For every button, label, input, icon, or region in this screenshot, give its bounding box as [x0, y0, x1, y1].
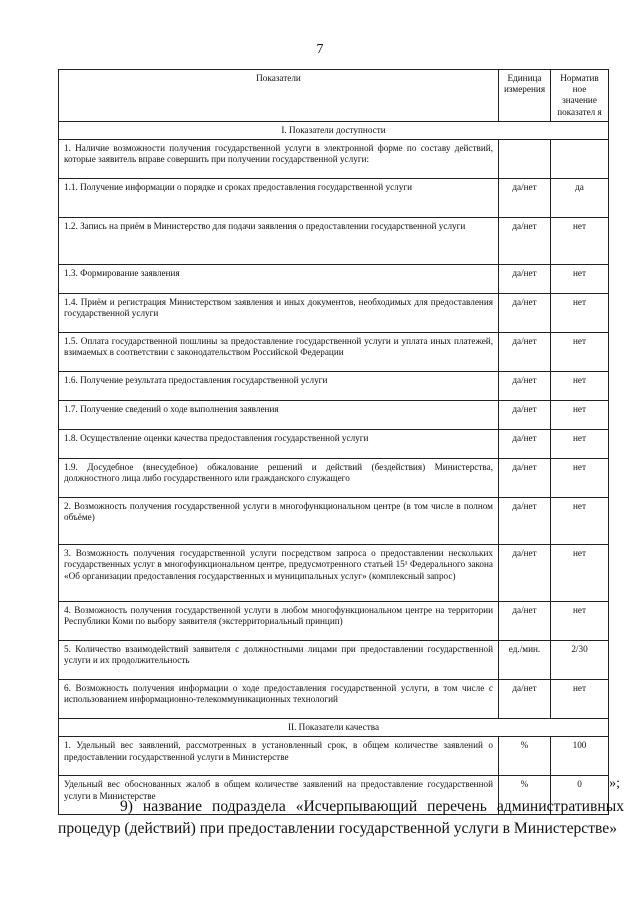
row-normative: нет	[551, 372, 609, 401]
row-name: 5. Количество взаимодействий заявителя с должностными лицами при предоставлении государственной услуги и их продолжительность	[59, 641, 499, 680]
row-name: 1.2. Запись на приём в Министерство для подачи заявления о предоставлении государственной услуги	[59, 218, 499, 265]
row-name: 1.7. Получение сведений о ходе выполнения заявления	[59, 401, 499, 430]
row-unit: да/нет	[499, 333, 551, 372]
row-normative: нет	[551, 294, 609, 333]
header-indicators: Показатели	[59, 70, 499, 122]
row-unit: да/нет	[499, 459, 551, 498]
table-row	[59, 218, 609, 265]
row-normative: да	[551, 179, 609, 218]
row-unit: да/нет	[499, 218, 551, 265]
header-unit: Единица измерения	[499, 70, 551, 122]
row-normative: нет	[551, 459, 609, 498]
table-row	[59, 140, 609, 179]
row-name: 1.4. Приём и регистрация Министерством заявления и иных документов, необходимых для предоставления государственной услуги	[59, 294, 499, 333]
row-normative: нет	[551, 218, 609, 265]
row-unit: да/нет	[499, 372, 551, 401]
row-unit: да/нет	[499, 265, 551, 294]
row-unit: %	[499, 776, 551, 815]
row-normative: нет	[551, 545, 609, 602]
row-name: 1.5. Оплата государственной пошлины за предоставление государственной услуги и уплата иных платежей, взимаемых в соответствии с законодательством Российской Федерации	[59, 333, 499, 372]
table-row	[59, 294, 609, 333]
row-unit: да/нет	[499, 430, 551, 459]
row-normative: 0	[551, 776, 609, 815]
closing-quote-mark: »;	[609, 776, 620, 791]
row-name: 1.8. Осуществление оценки качества предоставления государственной услуги	[59, 430, 499, 459]
header-normative: Норматив ное значение показател я	[551, 70, 609, 122]
row-name: 4. Возможность получения государственной услуги в любом многофункциональном центре на территории Республики Коми по выбору заявителя (экстерриториальный принцип)	[59, 602, 499, 641]
row-unit: ед./мин.	[499, 641, 551, 680]
row-normative: 100	[551, 737, 609, 776]
row-normative: нет	[551, 265, 609, 294]
indicators-table	[58, 69, 609, 815]
row-normative	[551, 140, 609, 179]
row-unit: да/нет	[499, 294, 551, 333]
row-name: 1.1. Получение информации о порядке и сроках предоставления государственной услуги	[59, 179, 499, 218]
table-row	[59, 333, 609, 372]
table-row	[59, 179, 609, 218]
table-row	[59, 265, 609, 294]
section-row	[59, 121, 609, 139]
row-normative: 2/30	[551, 641, 609, 680]
row-unit: да/нет	[499, 401, 551, 430]
table-row	[59, 430, 609, 459]
table-row	[59, 545, 609, 602]
section-accessibility-title: I. Показатели доступности	[59, 121, 609, 139]
row-normative: нет	[551, 680, 609, 719]
section-quality-title: II. Показатели качества	[59, 719, 609, 737]
table-row	[59, 680, 609, 719]
row-normative: нет	[551, 498, 609, 545]
row-unit: да/нет	[499, 545, 551, 602]
row-unit: да/нет	[499, 680, 551, 719]
page-number: 7	[316, 42, 324, 57]
row-normative: нет	[551, 602, 609, 641]
section-row	[59, 719, 609, 737]
row-unit	[499, 140, 551, 179]
row-name: 1.6. Получение результата предоставления государственной услуги	[59, 372, 499, 401]
row-normative: нет	[551, 333, 609, 372]
table-row	[59, 498, 609, 545]
row-unit: %	[499, 737, 551, 776]
row-normative: нет	[551, 401, 609, 430]
row-unit: да/нет	[499, 602, 551, 641]
row-name: 1.9. Досудебное (внесудебное) обжалование решений и действий (бездействия) Министерства, должностного лица либо государственного или гражданского служащего	[59, 459, 499, 498]
table-row	[59, 602, 609, 641]
table-row	[59, 737, 609, 776]
table-row	[59, 641, 609, 680]
table-row	[59, 401, 609, 430]
table-header-row	[59, 70, 609, 122]
row-name: Удельный вес обоснованных жалоб в общем количестве заявлений на предоставление государственной услуги в Министерстве	[59, 776, 499, 815]
table-row	[59, 372, 609, 401]
row-unit: да/нет	[499, 498, 551, 545]
table-row	[59, 459, 609, 498]
row-name: 2. Возможность получения государственной услуги в многофункциональном центре (в том числе в полном объёме)	[59, 498, 499, 545]
row-name: 1. Удельный вес заявлений, рассмотренных в установленный срок, в общем количестве заявлений о предоставлении государственной услуги в Министерстве	[59, 737, 499, 776]
row-name: 1.3. Формирование заявления	[59, 265, 499, 294]
row-normative: нет	[551, 430, 609, 459]
amendment-paragraph: 9) название подраздела «Исчерпывающий перечень административных процедур (действий) при предоставлении государственной услуги в Министерстве»	[58, 798, 624, 837]
row-name: 1. Наличие возможности получения государственной услуги в электронной форме по составу действий, которые заявитель вправе совершить при получении государственной услуги:	[59, 140, 499, 179]
row-name: 3. Возможность получения государственной услуги посредством запроса о предоставлении нескольких государственных услуг в многофункциональном центре, предусмотренного статьей 15¹ Федерального закона «Об организации предоставления государственных и муниципальных услуг» (комплексный запрос)	[59, 545, 499, 602]
row-unit: да/нет	[499, 179, 551, 218]
row-name: 6. Возможность получения информации о ходе предоставления государственной услуги, в том числе с использованием информационно-телекоммуникационных технологий	[59, 680, 499, 719]
